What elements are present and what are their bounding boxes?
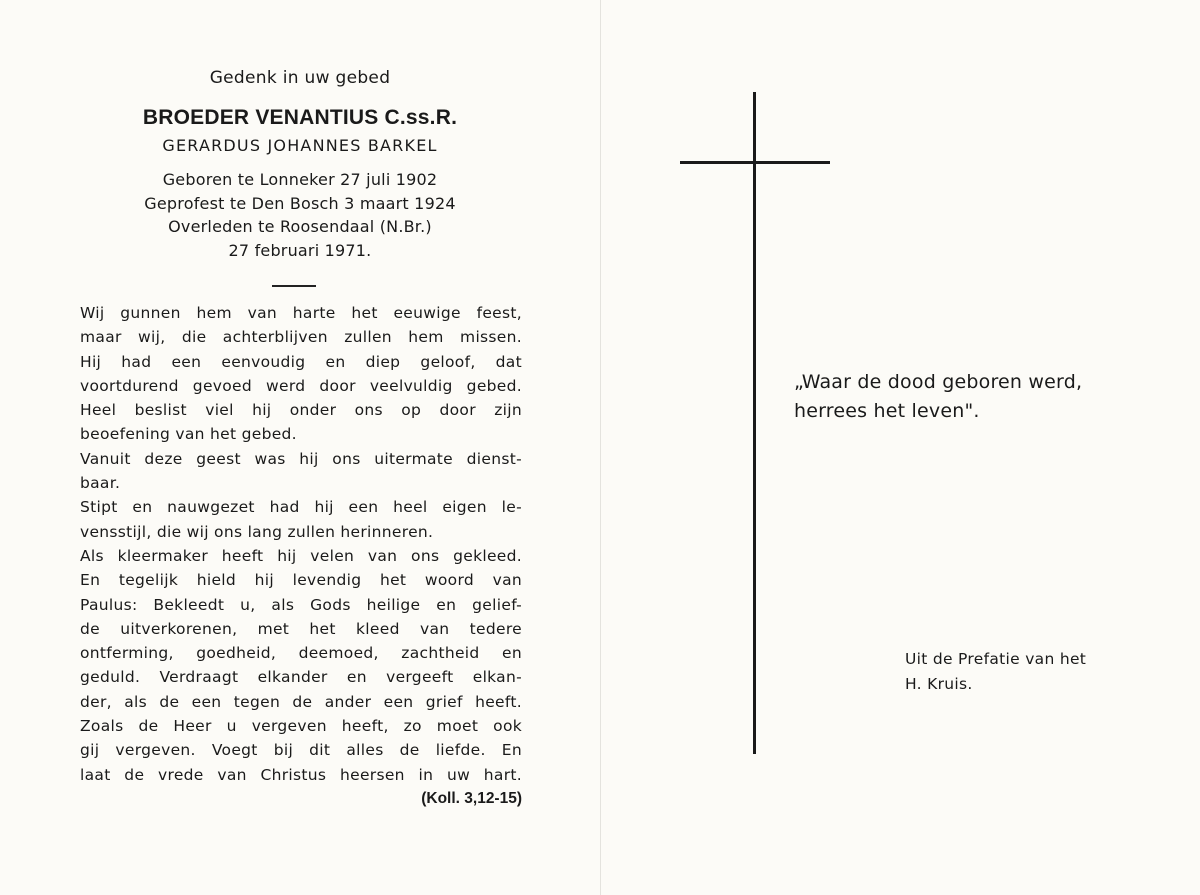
eulogy-line: Heel beslist viel hij onder ons op door zijn bbox=[80, 401, 522, 420]
eulogy-line: Paulus: Bekleedt u, als Gods heilige en gelief- bbox=[80, 595, 522, 614]
eulogy-text bbox=[80, 301, 522, 787]
death-place-line: Overleden te Roosendaal (N.Br.) bbox=[168, 217, 432, 236]
quote-source bbox=[905, 647, 1086, 696]
scripture-reference: (Koll. 3,12-15) bbox=[421, 790, 522, 807]
deceased-name: BROEDER VENANTIUS C.ss.R. bbox=[142, 106, 458, 129]
eulogy-line: Hij had een eenvoudig en diep geloof, dat bbox=[80, 352, 522, 371]
quote-line: „Waar de dood geboren werd, bbox=[794, 371, 1083, 393]
death-date-line: 27 februari 1971. bbox=[228, 240, 372, 260]
eulogy-line: baar. bbox=[80, 474, 121, 493]
eulogy-line: gij vergeven. Voegt bij dit alles de liefde. En bbox=[80, 741, 522, 760]
profession-line: Geprofest te Den Bosch 3 maart 1924 bbox=[144, 193, 456, 213]
birth-line: Geboren te Lonneker 27 juli 1902 bbox=[162, 170, 438, 189]
fold-line bbox=[600, 0, 601, 895]
civil-name: GERARDUS JOHANNES BARKEL bbox=[162, 136, 438, 155]
eulogy-line: vensstijl, die wij ons lang zullen herinneren. bbox=[80, 522, 434, 541]
eulogy-line: maar wij, die achterblijven zullen hem missen. bbox=[80, 328, 522, 347]
eulogy-line: geduld. Verdraagt elkander en vergeeft elkan- bbox=[80, 668, 522, 687]
cross-horizontal-beam bbox=[680, 161, 830, 164]
divider bbox=[272, 285, 316, 287]
eulogy-line: Zoals de Heer u vergeven heeft, zo moet ook bbox=[80, 717, 522, 736]
cross-vertical-beam bbox=[753, 92, 756, 754]
eulogy-line: Vanuit deze geest was hij ons uitermate dienst- bbox=[80, 449, 522, 468]
quote bbox=[794, 368, 1082, 426]
intro-text: Gedenk in uw gebed bbox=[209, 68, 391, 88]
life-dates bbox=[0, 168, 600, 262]
eulogy-line: voortdurend gevoed werd door veelvuldig gebed. bbox=[80, 376, 522, 395]
eulogy-line: Stipt en nauwgezet had hij een heel eigen le- bbox=[80, 498, 522, 517]
eulogy-line: laat de vrede van Christus heersen in uw hart. bbox=[80, 765, 522, 784]
eulogy-line: ontferming, goedheid, deemoed, zachtheid en bbox=[80, 644, 522, 663]
source-line: Uit de Prefatie van het bbox=[905, 650, 1087, 668]
eulogy-line: beoefening van het gebed. bbox=[80, 425, 297, 444]
source-line: H. Kruis. bbox=[905, 674, 973, 693]
eulogy-line: der, als de een tegen de ander een grief heeft. bbox=[80, 692, 522, 711]
eulogy-line: Als kleermaker heeft hij velen van ons gekleed. bbox=[80, 546, 522, 565]
eulogy-line: Wij gunnen hem van harte het eeuwige feest, bbox=[80, 304, 522, 322]
eulogy-line: En tegelijk hield hij levendig het woord van bbox=[80, 571, 522, 590]
quote-line: herrees het leven". bbox=[794, 400, 980, 422]
eulogy-line: de uitverkorenen, met het kleed van tedere bbox=[80, 619, 522, 638]
